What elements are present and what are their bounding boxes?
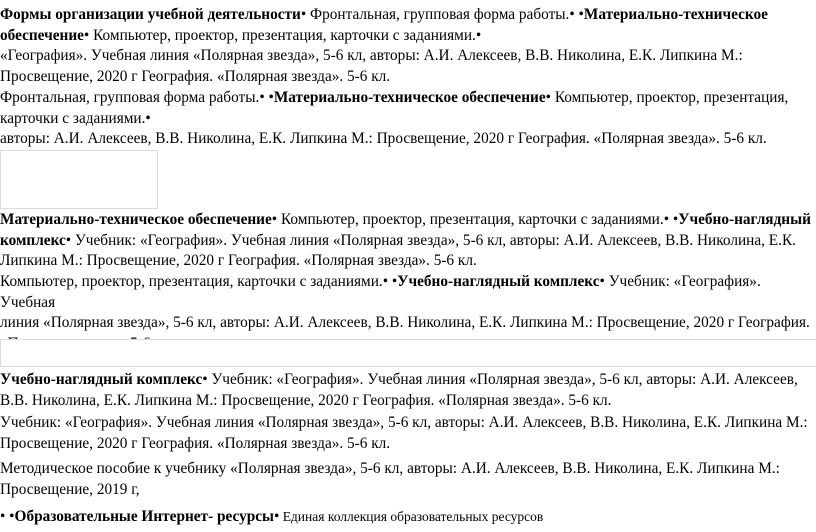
text-line bbox=[0, 231, 812, 252]
body-text: Единая коллекция образовательных ресурсов bbox=[279, 509, 544, 524]
bold-heading-text: Материально-техническое обеспечение bbox=[273, 89, 546, 106]
text-line bbox=[0, 5, 812, 26]
text-line bbox=[0, 413, 812, 434]
body-text: авторы: А.И. Алексеев, В.В. Николина, Е.К. Липкина М.: Просвещение, 2020 г География. «Полярная звезда». 5-6 кл. bbox=[0, 130, 767, 147]
text-line bbox=[0, 210, 812, 231]
bold-heading-text: обеспечение bbox=[0, 26, 84, 44]
body-text: • Компьютер, проектор, презентация, карточки с заданиями.• • bbox=[271, 211, 679, 228]
text-block-5 bbox=[0, 370, 812, 411]
text-line bbox=[0, 391, 812, 412]
bold-heading-text: Образовательные Интернет- ресурсы bbox=[14, 508, 274, 525]
body-text: «География». Учебная линия «Полярная звезда», 5-6 кл, авторы: А.И. Алексеев, В.В. Николина, Е.К. Липкина М.: bbox=[0, 47, 743, 64]
body-text: карточки с заданиями.• bbox=[0, 109, 151, 127]
bold-heading-text: комплекс bbox=[0, 231, 66, 249]
body-text: Просвещение, 2020 г География. «Полярная звезда». 5-6 кл. bbox=[0, 434, 391, 452]
bold-heading-text: Материально-техническое обеспечение bbox=[0, 211, 272, 228]
body-text: линия «Полярная звезда», 5-6 кл, авторы: А.И. Алексеев, В.В. Николина, Е.К. Липкина М.: Просвещение, 2020 г География. bbox=[0, 314, 810, 331]
text-line bbox=[0, 251, 812, 272]
text-line bbox=[0, 507, 812, 528]
empty-frame bbox=[0, 150, 158, 209]
empty-frame-wide bbox=[0, 339, 816, 367]
text-line bbox=[0, 370, 812, 391]
text-line bbox=[0, 459, 812, 480]
text-block-2 bbox=[0, 88, 812, 150]
body-text: • Фронтальная, групповая форма работы.• • bbox=[300, 6, 584, 23]
text-line bbox=[0, 129, 812, 150]
text-block-3 bbox=[0, 210, 812, 272]
body-text: • • bbox=[0, 508, 15, 525]
text-line bbox=[0, 46, 812, 67]
body-text: Учебник: «География». Учебная линия «Полярная звезда», 5-6 кл, авторы: А.И. Алексеев, В.В. Николина, Е.К. Липкина М.: bbox=[0, 414, 808, 431]
body-text: Методическое пособие к учебнику «Полярная звезда», 5-6 кл, авторы: А.И. Алексеев, В.В. Николина, Е.К. Липкина М.: bbox=[0, 460, 780, 477]
body-text: • Компьютер, проектор, презентация, bbox=[545, 89, 789, 106]
body-text: • Учебник: «География». Учебная bbox=[0, 273, 761, 311]
body-text: • Компьютер, проектор, презентация, карточки с заданиями.• bbox=[83, 26, 482, 44]
body-text: • Учебник: «География». Учебная линия «Полярная звезда», 5-6 кл, авторы: А.И. Алексеев, bbox=[202, 371, 798, 388]
text-line bbox=[0, 26, 812, 47]
body-text: Компьютер, проектор, презентация, карточки с заданиями.• • bbox=[0, 273, 398, 290]
text-line bbox=[0, 313, 812, 334]
text-line bbox=[0, 67, 812, 88]
body-text: В.В. Николина, Е.К. Липкина М.: Просвещение, 2020 г География. «Полярная звезда». 5-6 кл. bbox=[0, 391, 612, 409]
text-block-1 bbox=[0, 5, 812, 87]
bold-heading-text: Учебно-наглядный комплекс bbox=[0, 371, 203, 388]
bold-heading-text: Учебно-наглядный bbox=[678, 211, 811, 228]
text-block-7 bbox=[0, 459, 812, 500]
text-block-8 bbox=[0, 507, 812, 528]
body-text: Просвещение, 2019 г, bbox=[0, 480, 140, 498]
body-text: Липкина М.: Просвещение, 2020 г География. «Полярная звезда». 5-6 кл. bbox=[0, 252, 477, 269]
body-text: • Учебник: «География». Учебная линия «Полярная звезда», 5-6 кл, авторы: А.И. Алексеев, В.В. Николина, Е.К. bbox=[65, 231, 796, 249]
body-text: Просвещение, 2020 г География. «Полярная звезда». 5-6 кл. bbox=[0, 67, 391, 85]
text-line bbox=[0, 272, 812, 313]
bold-heading-text: Формы организации учебной деятельности bbox=[0, 6, 301, 23]
body-text: • bbox=[273, 508, 280, 525]
text-line bbox=[0, 88, 812, 109]
text-block-6 bbox=[0, 413, 812, 454]
text-line bbox=[0, 109, 812, 130]
text-line bbox=[0, 480, 812, 501]
bold-heading-text: Учебно-наглядный комплекс bbox=[397, 273, 600, 290]
body-text: Фронтальная, групповая форма работы.• • bbox=[0, 89, 274, 106]
bold-heading-text: Материально-техническое bbox=[583, 6, 768, 23]
text-line bbox=[0, 434, 812, 455]
